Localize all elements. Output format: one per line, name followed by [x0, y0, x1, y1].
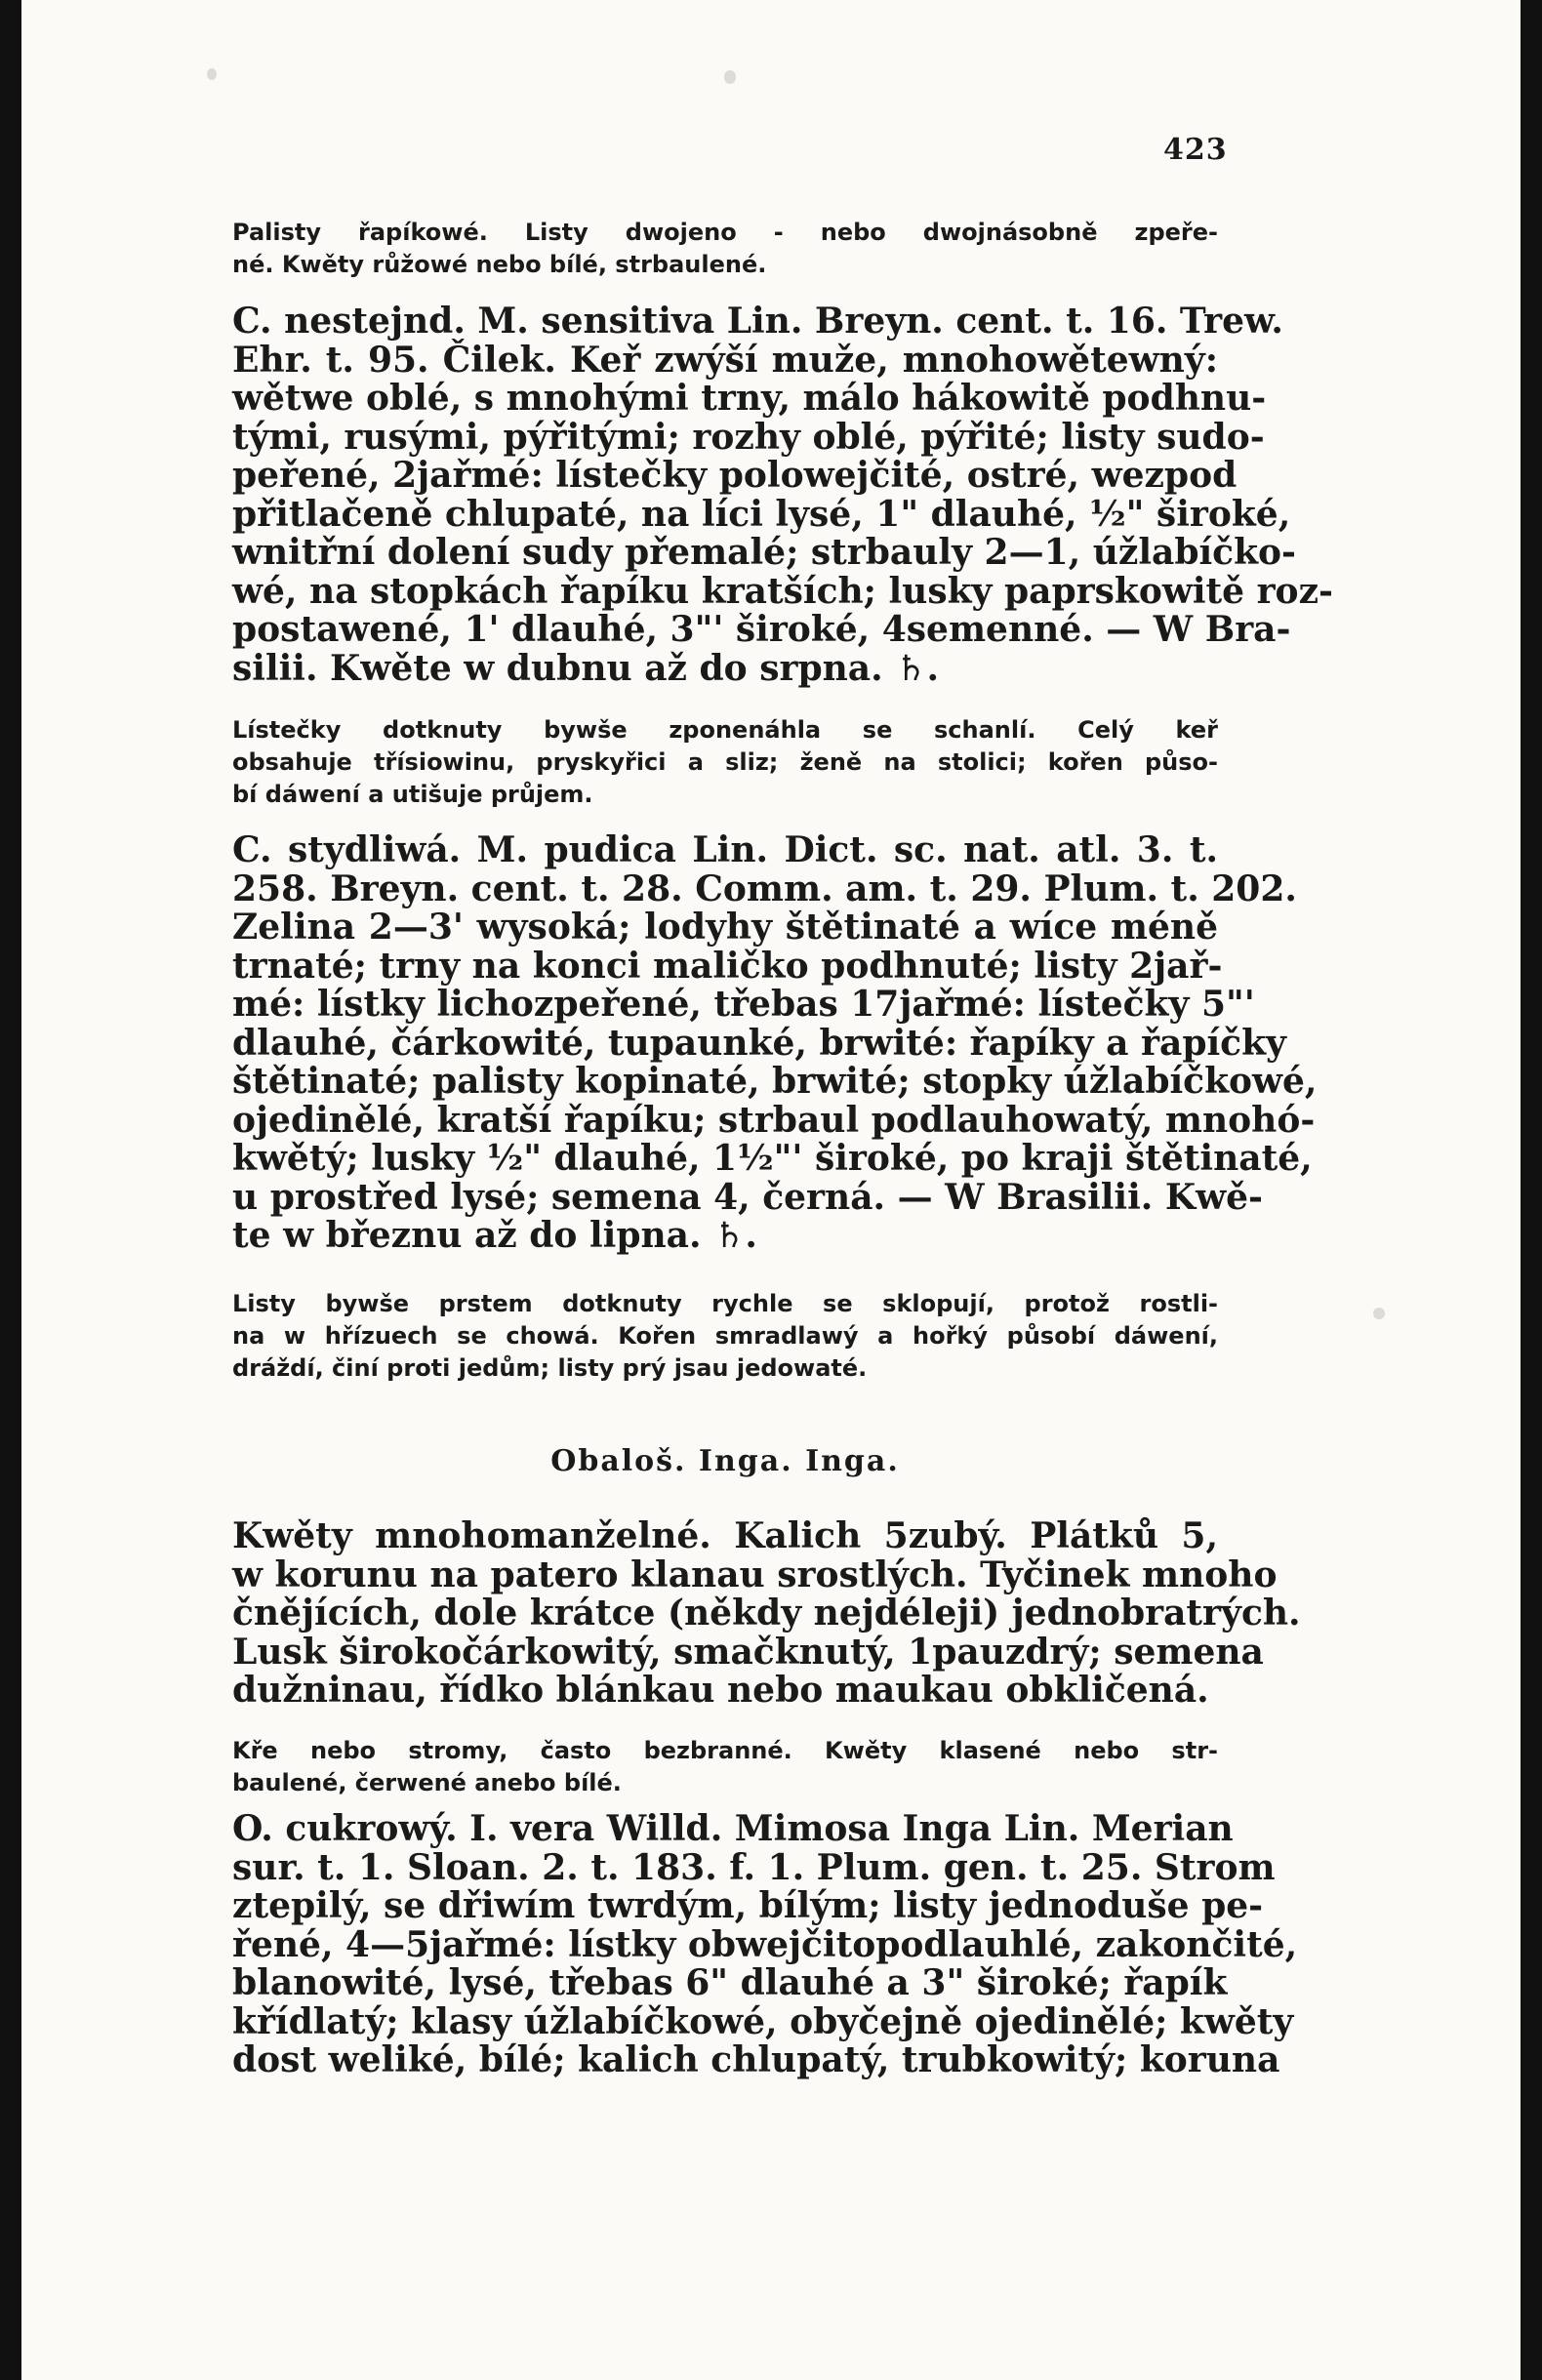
text-line: dužninau, řídko blánkau nebo maukau obkličená. [232, 1670, 1209, 1711]
note-line: Kře nebo stromy, často bezbranné. Kwěty klasené nebo str- [232, 1737, 1218, 1764]
text-line: w korunu na patero klanau srostlých. Tyčinek mnoho [232, 1553, 1278, 1595]
species-note-pudica [232, 1288, 1218, 1385]
text-line: ztepilý, se dřiwím twrdým, bílým; listy jednoduše pe- [232, 1885, 1264, 1926]
text-line: postawené, 1' dlauhé, 3"' široké, 4semenné. — W Bra- [232, 609, 1291, 650]
genus-note [232, 1735, 1218, 1799]
text-line: C. nestejnd. M. sensitiva Lin. Breyn. cent. t. 16. Trew. [232, 301, 1283, 342]
intro-note [232, 217, 1218, 281]
text-line: wětwe oblé, s mnohými trny, málo hákowitě podhnu- [232, 378, 1267, 419]
text-line: ojedinělé, kratší řapíku; strbaul podlauhowatý, mnohó- [232, 1099, 1316, 1141]
text-line: dost weliké, bílé; kalich chlupatý, trubkowitý; koruna [232, 2039, 1280, 2080]
text-line: štětinaté; palisty kopinaté, brwité; stopky úžlabíčkowé, [232, 1061, 1318, 1102]
genus-description [232, 1515, 1301, 1711]
text-line: te w březnu až do lipna. ♄. [232, 1215, 757, 1256]
page-number: 423 [1163, 133, 1228, 167]
ink-smudge [1373, 1308, 1385, 1319]
species-note-sensitiva [232, 714, 1218, 811]
text-line: sur. t. 1. Sloan. 2. t. 183. f. 1. Plum. gen. t. 25. Strom [232, 1846, 1276, 1888]
text-line: řené, 4—5jařmé: lístky obwejčitopodlauhlé, zakončité, [232, 1923, 1298, 1965]
text-line: čnějících, dole krátce (někdy nejdéleji) jednobratrých. [232, 1593, 1301, 1634]
text-line: Ehr. t. 95. Čilek. Keř zwýší muže, mnohowětewný: [232, 339, 1218, 381]
ink-smudge [207, 68, 217, 80]
note-line: Listy bywše prstem dotknuty rychle se sklopují, protož rostli- [232, 1290, 1218, 1317]
text-line: Lusk širokočárkowitý, smačknutý, 1pauzdrý; semena [232, 1631, 1264, 1673]
note-line: baulené, čerwené anebo bílé. [232, 1769, 622, 1796]
note-line: obsahuje třísiowinu, pryskyřici a sliz; ženě na stolici; kořen půso- [232, 748, 1218, 776]
text-line: O. cukrowý. I. vera Willd. Mimosa Inga Lin. Merian [232, 1808, 1234, 1849]
note-line: Lístečky dotknuty bywše zponenáhla se schanlí. Celý keř [232, 716, 1218, 744]
note-line: dráždí, činí proti jedům; listy prý jsau jedowaté. [232, 1354, 868, 1382]
text-line: silii. Kwěte w dubnu až do srpna. ♄. [232, 647, 940, 689]
text-line: 258. Breyn. cent. t. 28. Comm. am. t. 29. Plum. t. 202. [232, 867, 1297, 909]
text-line: tými, rusými, pýřitými; rozhy oblé, pýřité; listy sudo- [232, 416, 1265, 458]
text-line: u prostřed lysé; semena 4, černá. — W Brasilii. Kwě- [232, 1176, 1263, 1218]
note-line: bí dáwení a utišuje průjem. [232, 781, 593, 808]
text-line: Zelina 2—3' wysoká; lodyhy štětinaté a wíce méně [232, 907, 1218, 948]
text-line: blanowité, lysé, třebas 6" dlauhé a 3" široké; řapík [232, 1962, 1228, 2003]
text-line: křídlatý; klasy úžlabíčkowé, obyčejně ojedinělé; kwěty [232, 2000, 1294, 2042]
ink-smudge [724, 70, 736, 84]
text-line: wnitřní dolení sudy přemalé; strbauly 2—1, úžlabíčko- [232, 532, 1297, 573]
book-page [21, 0, 1521, 2380]
note-line: na w hřízuech se chowá. Kořen smradlawý a hořký působí dáwení, [232, 1322, 1218, 1350]
text-line: wé, na stopkách řapíku kratších; lusky paprskowitě roz- [232, 570, 1333, 612]
text-line: Kwěty mnohomanželné. Kalich 5zubý. Plátků 5, [232, 1515, 1218, 1556]
note-line: Palisty řapíkowé. Listy dwojeno - nebo dwojnásobně zpeře- [232, 219, 1218, 246]
text-line: C. stydliwá. M. pudica Lin. Dict. sc. nat. atl. 3. t. [232, 829, 1218, 870]
scan-left-edge [0, 0, 21, 2380]
species-entry-sensitiva [232, 301, 1333, 689]
species-entry-inga [232, 1808, 1298, 2080]
text-line: trnaté; trny na konci maličko podhnuté; listy 2jař- [232, 945, 1223, 987]
text-line: přitlačeně chlupaté, na líci lysé, 1" dlauhé, ½" široké, [232, 493, 1291, 535]
species-entry-pudica [232, 829, 1318, 1256]
text-line: dlauhé, čárkowité, tupaunké, brwité: řapíky a řapíčky [232, 1022, 1286, 1064]
text-line: kwětý; lusky ½" dlauhé, 1½"' široké, po kraji štětinaté, [232, 1138, 1313, 1179]
text-line: mé: lístky lichozpeřené, třebas 17jařmé: lístečky 5"' [232, 984, 1255, 1025]
note-line: né. Kwěty růžowé nebo bílé, strbaulené. [232, 251, 767, 278]
genus-heading: Obaloš. Inga. Inga. [550, 1444, 900, 1478]
text-line: peřené, 2jařmé: lístečky polowejčité, ostré, wezpod [232, 455, 1238, 496]
scan-right-edge [1521, 0, 1542, 2380]
